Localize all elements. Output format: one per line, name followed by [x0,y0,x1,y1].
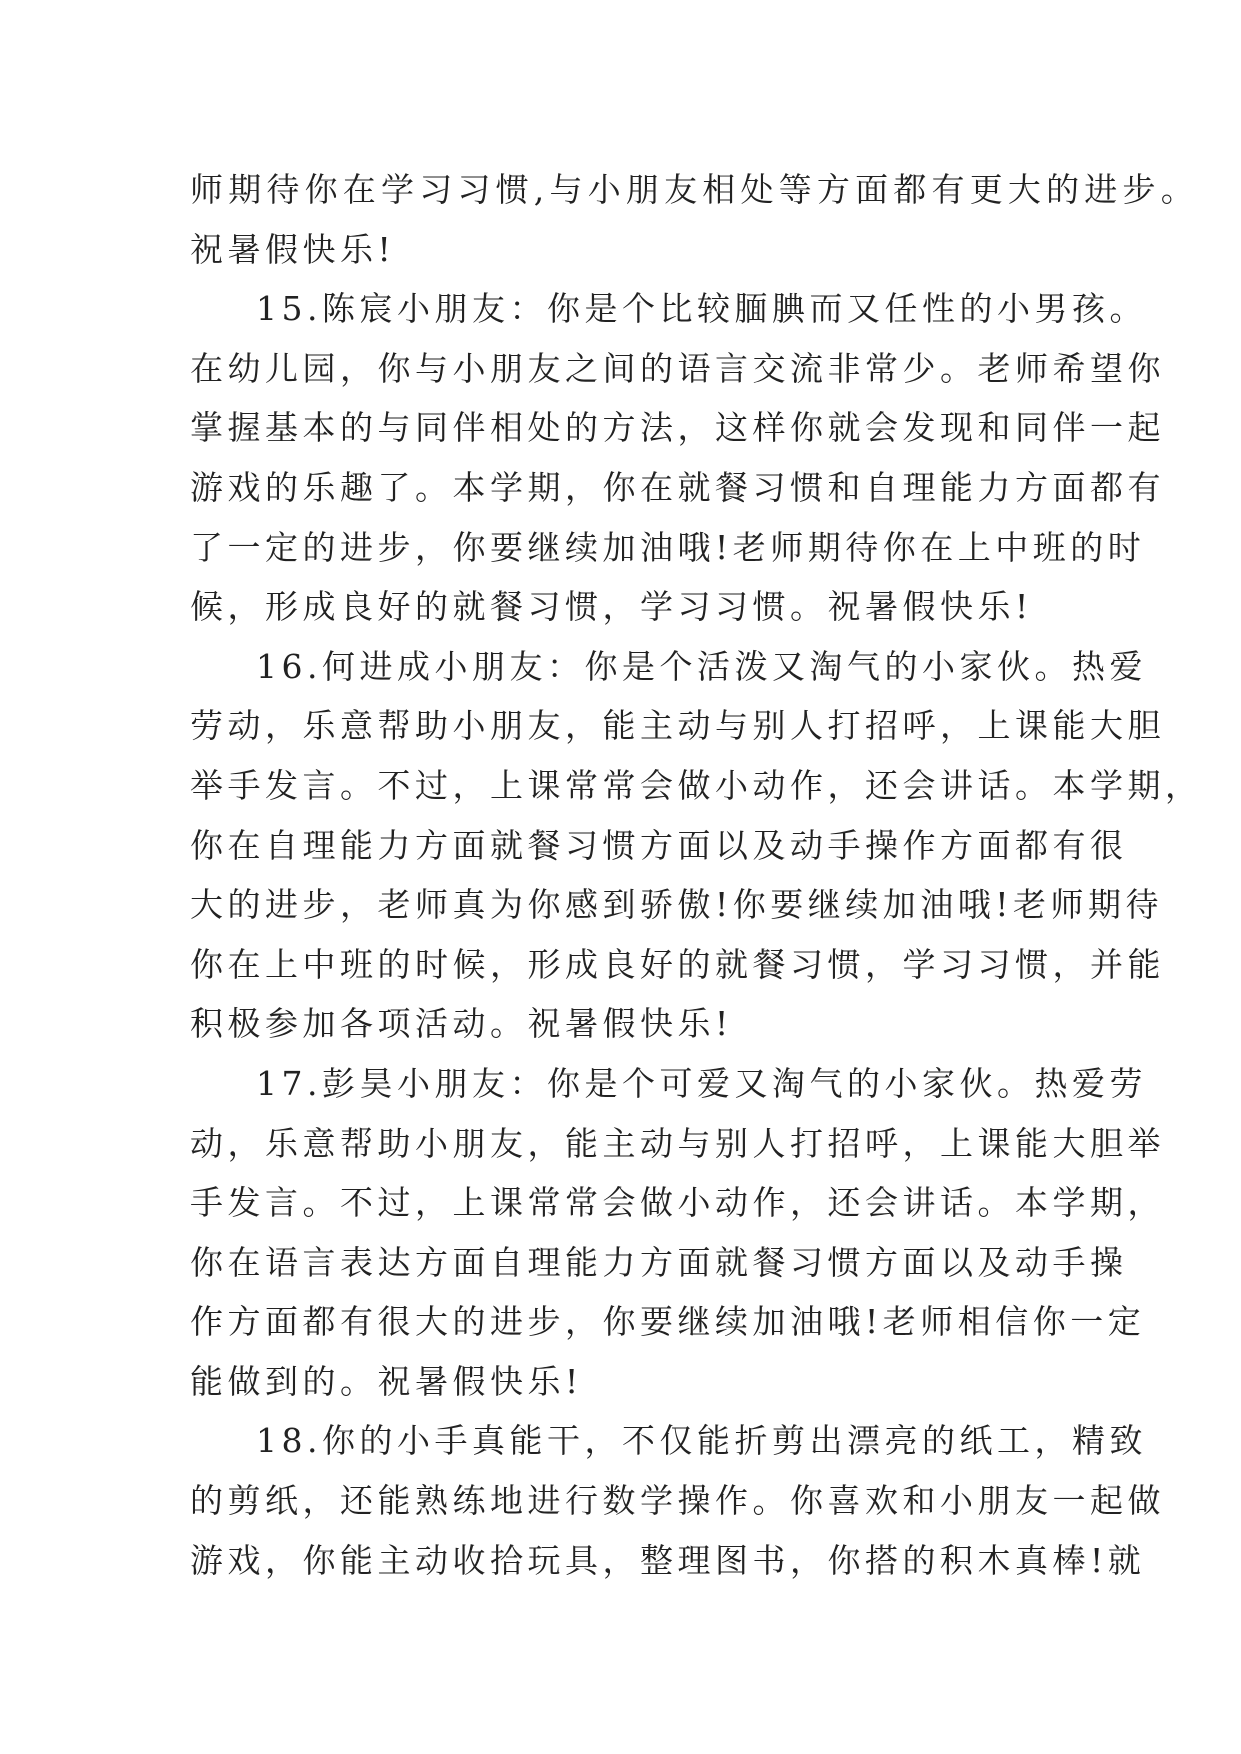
text-line: 师期待你在学习习惯,与小朋友相处等方面都有更大的进步。 [190,170,1199,209]
text-line: 候，形成良好的就餐习惯，学习习惯。祝暑假快乐! [190,587,1033,627]
paragraph-start-16: 16.何进成小朋友：你是个活泼又淘气的小家伙。热爱 [256,646,1147,686]
document-body [190,160,1203,1590]
text-line: 的剪纸，还能熟练地进行数学操作。你喜欢和小朋友一起做 [190,1481,1165,1521]
text-line: 了一定的进步，你要继续加油哦!老师期待你在上中班的时 [190,527,1146,567]
text-line: 能做到的。祝暑假快乐! [190,1361,583,1401]
text-line: 游戏的乐趣了。本学期，你在就餐习惯和自理能力方面都有 [190,467,1165,507]
text-line: 劳动，乐意帮助小朋友，能主动与别人打招呼，上课能大胆 [190,706,1165,746]
text-line: 在幼儿园，你与小朋友之间的语言交流非常少。老师希望你 [190,348,1165,388]
text-line: 祝暑假快乐! [190,229,396,269]
text-line: 积极参加各项活动。祝暑假快乐! [190,1004,733,1044]
text-line: 动，乐意帮助小朋友，能主动与别人打招呼，上课能大胆举 [190,1123,1165,1163]
text-line: 手发言。不过，上课常常会做小动作，还会讲话。本学期， [190,1183,1165,1223]
paragraph-start-18: 18.你的小手真能干，不仅能折剪出漂亮的纸工，精致 [256,1421,1147,1461]
paragraph-start-15: 15.陈宸小朋友：你是个比较腼腆而又任性的小男孩。 [256,289,1147,329]
text-line: 举手发言。不过，上课常常会做小动作，还会讲话。本学期， [190,765,1203,805]
text-line: 你在上中班的时候，形成良好的就餐习惯，学习习惯，并能 [190,944,1165,984]
paragraph-start-17: 17.彭昊小朋友：你是个可爱又淘气的小家伙。热爱劳 [256,1063,1147,1103]
text-line: 作方面都有很大的进步，你要继续加油哦!老师相信你一定 [190,1302,1146,1342]
text-line: 你在自理能力方面就餐习惯方面以及动手操作方面都有很 [190,825,1128,865]
text-line: 你在语言表达方面自理能力方面就餐习惯方面以及动手操 [190,1242,1128,1282]
text-line: 游戏，你能主动收拾玩具，整理图书，你搭的积木真棒!就 [190,1540,1146,1580]
text-line: 掌握基本的与同伴相处的方法，这样你就会发现和同伴一起 [190,408,1165,448]
text-line: 大的进步，老师真为你感到骄傲!你要继续加油哦!老师期待 [190,885,1164,925]
